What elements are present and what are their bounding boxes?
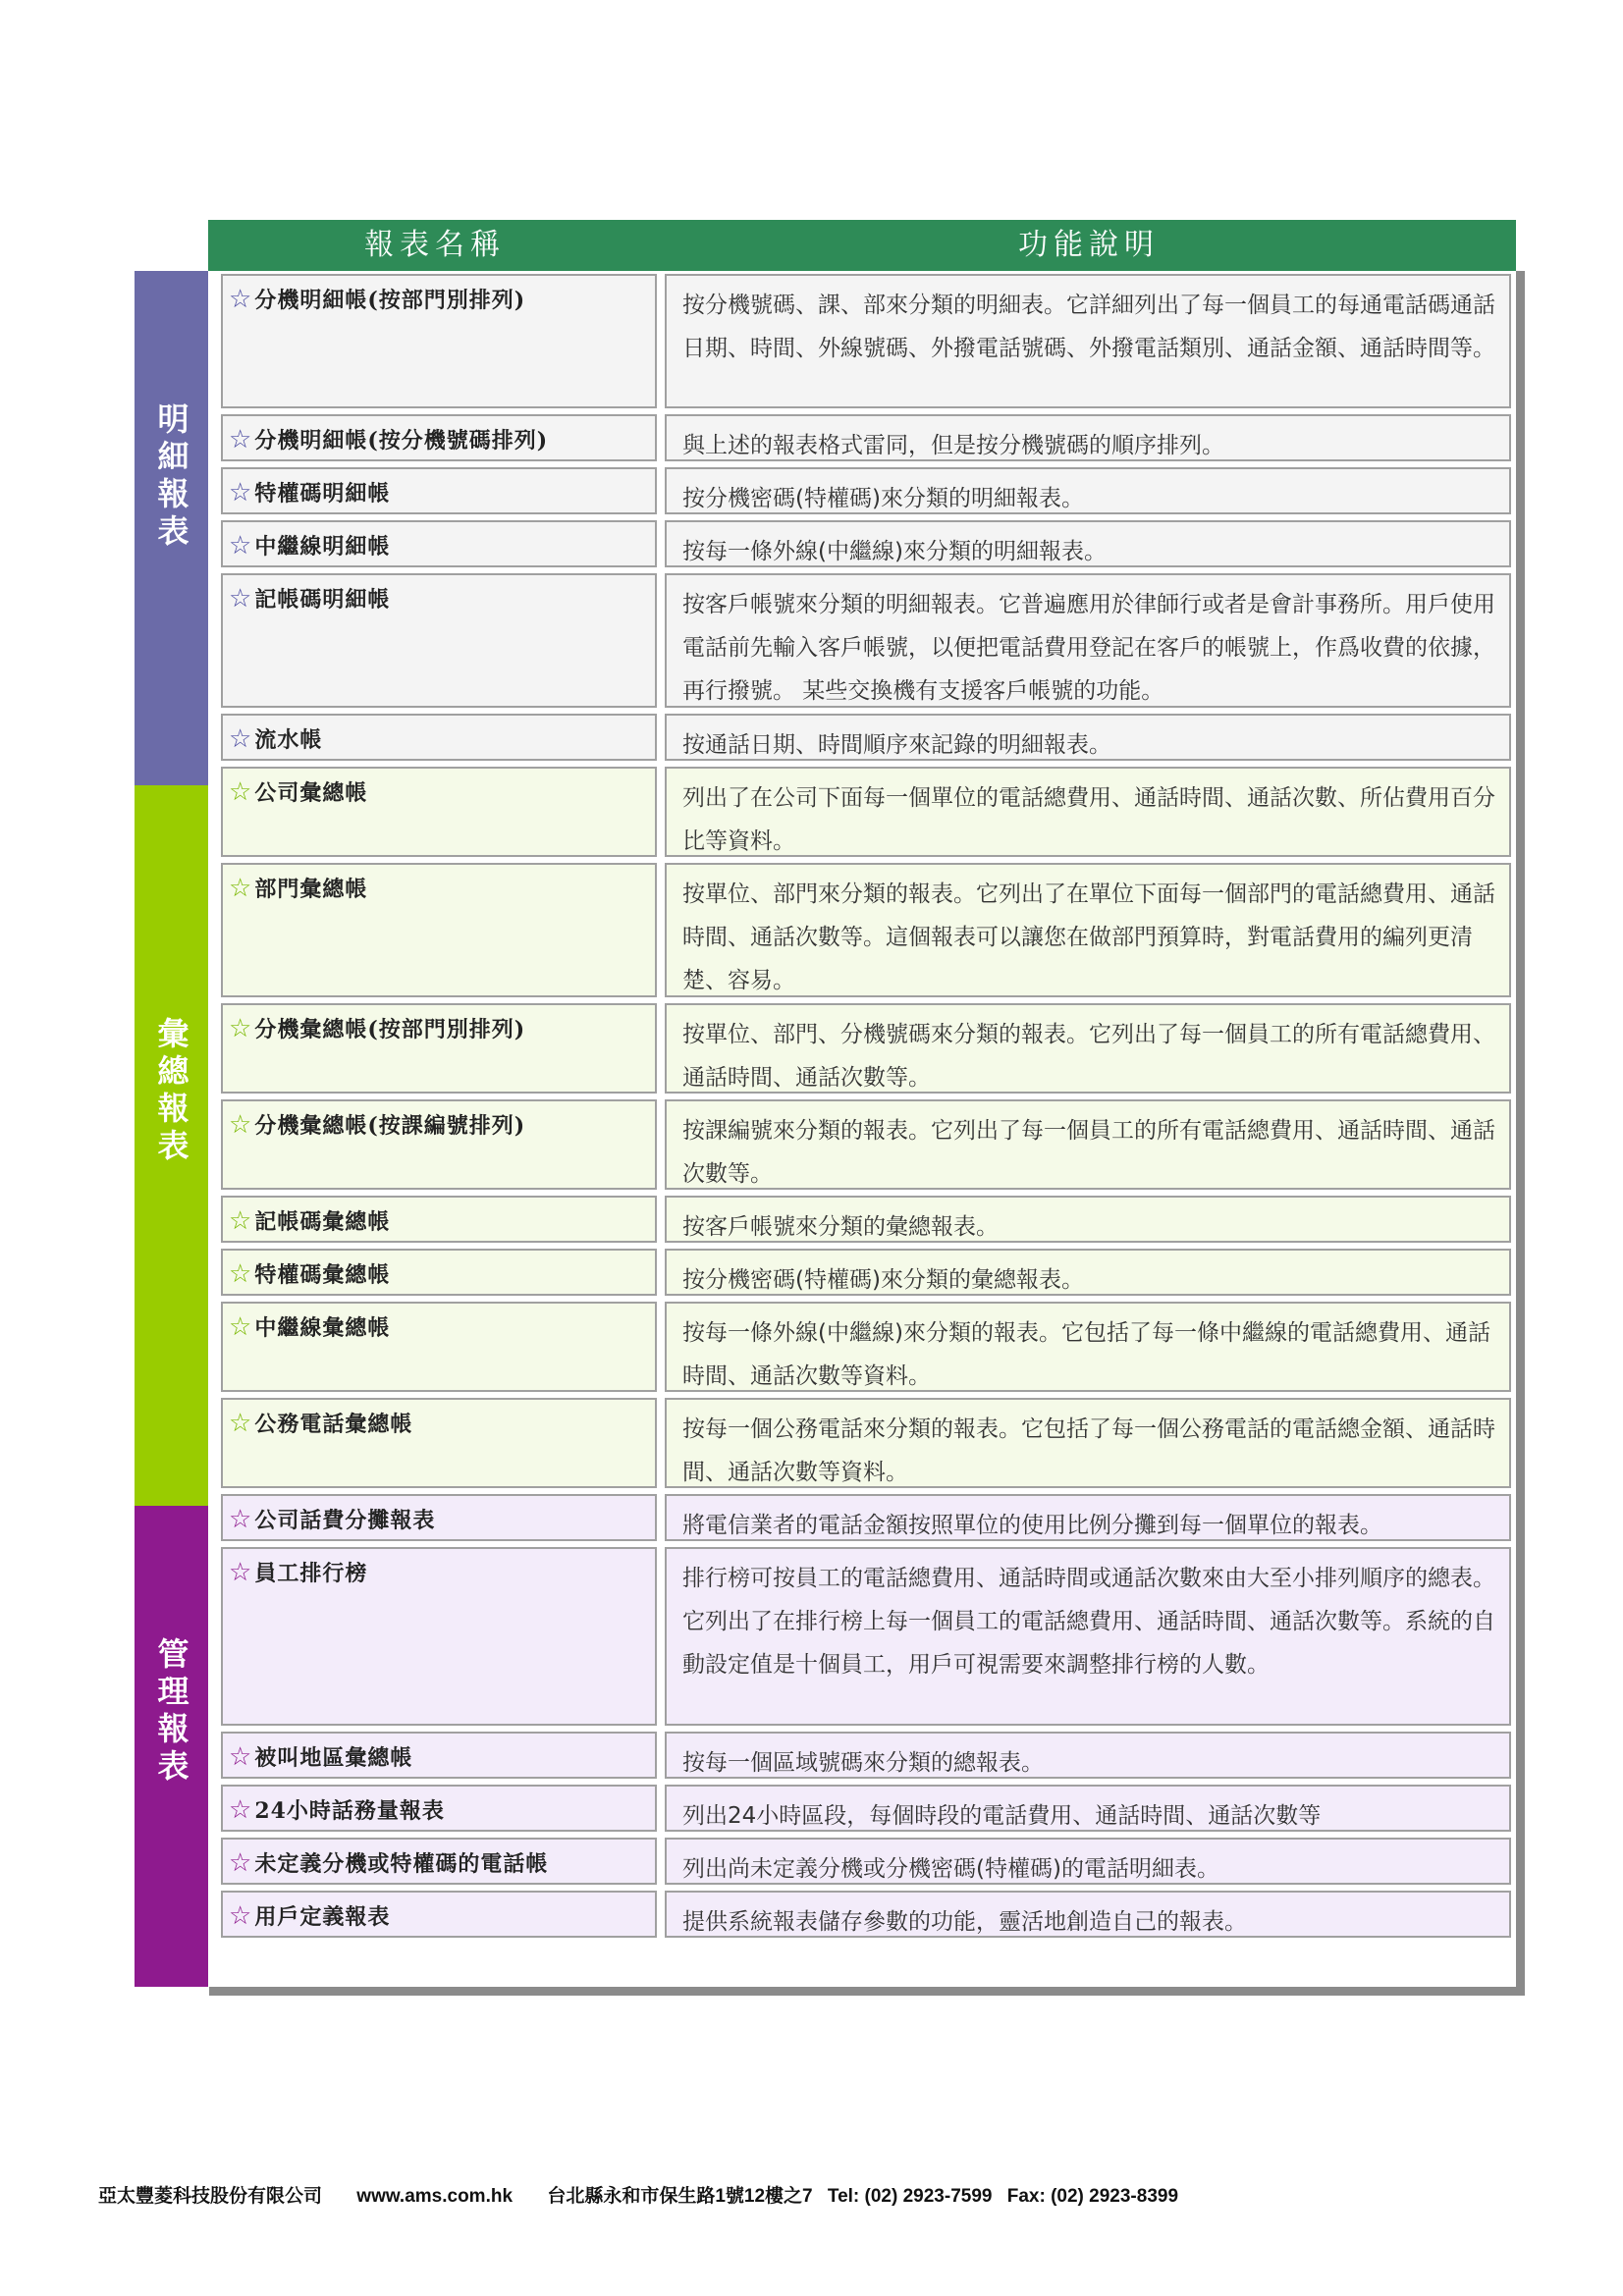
report-desc-cell <box>665 414 1511 461</box>
report-desc-cell <box>665 714 1511 761</box>
footer-website: www.ams.com.hk <box>356 2186 514 2207</box>
footer-tel: Tel: (02) 2923-7599 <box>827 2186 993 2207</box>
table-row <box>209 1096 1516 1193</box>
report-name-label: 被叫地區彙總帳 <box>254 1745 413 1771</box>
report-description: 提供系統報表儲存參數的功能，靈活地創造自己的報表。 <box>682 1909 1247 1935</box>
table-row <box>209 1782 1516 1835</box>
report-name-label: 部門彙總帳 <box>254 877 368 902</box>
report-desc-cell <box>665 1494 1511 1541</box>
report-desc-cell <box>665 1249 1511 1296</box>
report-desc-cell <box>665 1099 1511 1190</box>
report-name-cell <box>221 1003 657 1094</box>
report-desc-cell <box>665 1003 1511 1094</box>
report-name-cell <box>221 467 657 514</box>
table-row <box>209 1491 1516 1544</box>
report-name-label: 流水帳 <box>254 727 323 753</box>
report-name <box>229 1900 390 1931</box>
report-name-label: 特權碼明細帳 <box>254 481 391 507</box>
report-description: 按課編號來分類的報表。它列出了每一個員工的所有電話總費用、通話時間、通話次數等。 <box>682 1118 1495 1187</box>
report-desc-cell <box>665 1838 1511 1885</box>
report-name <box>229 424 548 454</box>
report-description: 按通話日期、時間順序來記錄的明細報表。 <box>682 732 1111 758</box>
report-desc-cell <box>665 274 1511 408</box>
report-table <box>209 271 1525 1996</box>
star-icon: ☆ <box>229 777 253 807</box>
report-name-cell <box>221 1196 657 1243</box>
star-icon: ☆ <box>229 1795 253 1825</box>
report-name <box>229 1794 445 1825</box>
group-label-detail <box>135 271 208 785</box>
table-row <box>209 271 1516 411</box>
table-row <box>209 411 1516 464</box>
group-label-summary <box>135 785 208 1506</box>
report-desc-cell <box>665 573 1511 708</box>
report-description: 按單位、部門、分機號碼來分類的報表。它列出了每一個員工的所有電話總費用、通話時間、通話次數等。 <box>682 1022 1495 1091</box>
report-name-label: 特權碼彙總帳 <box>254 1262 391 1288</box>
table-row <box>209 1193 1516 1246</box>
star-icon: ☆ <box>229 1206 253 1236</box>
table-row <box>209 711 1516 764</box>
report-desc-cell <box>665 1302 1511 1392</box>
star-icon: ☆ <box>229 1014 253 1043</box>
table-row <box>209 764 1516 860</box>
report-desc-cell <box>665 520 1511 567</box>
star-icon: ☆ <box>229 1558 253 1587</box>
page-footer <box>98 2181 1208 2208</box>
star-icon: ☆ <box>229 1110 253 1140</box>
table-row <box>209 570 1516 711</box>
report-name-cell <box>221 767 657 857</box>
report-name-label: 公司話費分攤報表 <box>254 1508 436 1533</box>
report-name-cell <box>221 863 657 997</box>
report-description: 按分機號碼、課、部來分類的明細表。它詳細列出了每一個員工的每通電話碼通話日期、時間、外線號碼、外撥電話號碼、外撥電話類別、通話金額、通話時間等。 <box>682 293 1495 361</box>
star-icon: ☆ <box>229 1505 253 1534</box>
report-name-cell <box>221 1099 657 1190</box>
table-row <box>209 464 1516 517</box>
report-name <box>229 1109 525 1140</box>
star-icon: ☆ <box>229 1742 253 1772</box>
report-description: 按分機密碼(特權碼)來分類的明細報表。 <box>682 486 1084 511</box>
report-description: 按單位、部門來分類的報表。它列出了在單位下面每一個部門的電話總費用、通話時間、通話次數等。這個報表可以讓您在做部門預算時，對電話費用的編列更清楚、容易。 <box>682 881 1495 993</box>
report-desc-cell <box>665 1547 1511 1726</box>
report-desc-cell <box>665 1732 1511 1779</box>
report-description: 按每一個公務電話來分類的報表。它包括了每一個公務電話的電話總金額、通話時間、通話次數等資料。 <box>682 1416 1495 1485</box>
report-name-cell <box>221 1891 657 1938</box>
star-icon: ☆ <box>229 1848 253 1878</box>
report-name-label: 24小時話務量報表 <box>254 1798 445 1824</box>
star-icon: ☆ <box>229 1901 253 1931</box>
header-function-desc: 功能說明 <box>1018 228 1160 262</box>
report-desc-cell <box>665 1398 1511 1488</box>
table-row <box>209 1835 1516 1888</box>
star-icon: ☆ <box>229 584 253 614</box>
report-description: 按每一個區域號碼來分類的總報表。 <box>682 1750 1044 1776</box>
report-name-label: 員工排行榜 <box>254 1561 368 1586</box>
star-icon: ☆ <box>229 1259 253 1289</box>
group-label-text: 管理報表 <box>152 1637 190 1787</box>
star-icon: ☆ <box>229 1409 253 1438</box>
star-icon: ☆ <box>229 478 253 507</box>
star-icon: ☆ <box>229 724 253 754</box>
star-icon: ☆ <box>229 1312 253 1342</box>
table-row <box>209 1888 1516 1941</box>
star-icon: ☆ <box>229 425 253 454</box>
report-name <box>229 1741 412 1772</box>
report-name-cell <box>221 520 657 567</box>
report-name-cell <box>221 714 657 761</box>
report-name <box>229 477 390 507</box>
report-name-cell <box>221 1785 657 1832</box>
report-name-label: 分機彙總帳(按部門別排列) <box>254 1017 526 1042</box>
report-description: 按客戶帳號來分類的彙總報表。 <box>682 1214 999 1240</box>
footer-fax: Fax: (02) 2923-8399 <box>1006 2186 1179 2207</box>
report-description: 將電信業者的電話金額按照單位的使用比例分攤到每一個單位的報表。 <box>682 1513 1382 1538</box>
report-name <box>229 1013 525 1043</box>
report-description: 按每一條外線(中繼線)來分類的明細報表。 <box>682 539 1107 564</box>
report-name-cell <box>221 1732 657 1779</box>
footer-address: 台北縣永和市保生路1號12樓之7 <box>547 2186 813 2207</box>
table-row <box>209 1729 1516 1782</box>
report-description: 列出24小時區段，每個時段的電話費用、通話時間、通話次數等 <box>682 1803 1322 1829</box>
report-name <box>229 873 367 903</box>
star-icon: ☆ <box>229 285 253 314</box>
report-description: 排行榜可按員工的電話總費用、通話時間或通話次數來由大至小排列順序的總表。它列出了在排行榜上每一個員工的電話總費用、通話時間、通話次數等。系統的自動設定值是十個員工，用戶可視需要來調整排行榜的人數。 <box>682 1566 1495 1678</box>
star-icon: ☆ <box>229 874 253 903</box>
report-name-label: 中繼線彙總帳 <box>254 1315 391 1341</box>
report-name-cell <box>221 414 657 461</box>
group-label-management <box>135 1506 208 1987</box>
report-name-cell <box>221 1249 657 1296</box>
header-report-name: 報表名稱 <box>364 228 506 262</box>
report-desc-cell <box>665 863 1511 997</box>
report-name <box>229 1847 548 1878</box>
report-name-cell <box>221 274 657 408</box>
report-name <box>229 1557 367 1587</box>
table-row <box>209 517 1516 570</box>
report-name-label: 記帳碼明細帳 <box>254 587 391 613</box>
report-name-cell <box>221 1494 657 1541</box>
report-name-cell <box>221 1302 657 1392</box>
report-description: 按每一條外線(中繼線)來分類的報表。它包括了每一條中繼線的電話總費用、通話時間、通話次數等資料。 <box>682 1320 1490 1389</box>
table-row <box>209 1246 1516 1299</box>
report-description: 與上述的報表格式雷同，但是按分機號碼的順序排列。 <box>682 433 1224 458</box>
report-name-label: 公務電話彙總帳 <box>254 1412 413 1437</box>
group-label-text: 明細報表 <box>152 402 190 552</box>
report-name <box>229 1408 412 1438</box>
report-description: 按分機密碼(特權碼)來分類的彙總報表。 <box>682 1267 1084 1293</box>
report-name-cell <box>221 573 657 708</box>
report-name-label: 中繼線明細帳 <box>254 534 391 560</box>
report-desc-cell <box>665 467 1511 514</box>
report-name-cell <box>221 1547 657 1726</box>
report-name <box>229 1258 390 1289</box>
report-description: 列出尚未定義分機或分機密碼(特權碼)的電話明細表。 <box>682 1856 1219 1882</box>
report-desc-cell <box>665 1785 1511 1832</box>
report-name-cell <box>221 1398 657 1488</box>
report-name <box>229 776 367 807</box>
report-name-label: 記帳碼彙總帳 <box>254 1209 391 1235</box>
report-description: 列出了在公司下面每一個單位的電話總費用、通話時間、通話次數、所佔費用百分比等資料。 <box>682 785 1495 854</box>
report-description: 按客戶帳號來分類的明細報表。它普遍應用於律師行或者是會計事務所。用戶使用電話前先輸入客戶帳號，以便把電話費用登記在客戶的帳號上，作爲收費的依據，再行撥號。 某些交換機有支援客戶帳號的功能。 <box>682 592 1495 704</box>
report-name <box>229 1205 390 1236</box>
table-row <box>209 1395 1516 1491</box>
table-row <box>209 1000 1516 1096</box>
report-name <box>229 284 525 314</box>
report-name <box>229 530 390 561</box>
report-name-label: 分機彙總帳(按課編號排列) <box>254 1113 526 1139</box>
footer-company: 亞太豐菱科技股份有限公司 <box>98 2186 323 2207</box>
table-header <box>208 220 1516 271</box>
report-desc-cell <box>665 1196 1511 1243</box>
report-name-label: 未定義分機或特權碼的電話帳 <box>254 1851 549 1877</box>
report-desc-cell <box>665 767 1511 857</box>
report-name-label: 分機明細帳(按部門別排列) <box>254 288 526 313</box>
report-name-cell <box>221 1838 657 1885</box>
table-row <box>209 1299 1516 1395</box>
report-desc-cell <box>665 1891 1511 1938</box>
table-row <box>209 860 1516 1000</box>
report-name-label: 公司彙總帳 <box>254 780 368 806</box>
report-name <box>229 723 322 754</box>
report-name <box>229 1311 390 1342</box>
report-name <box>229 583 390 614</box>
report-name-label: 用戶定義報表 <box>254 1904 391 1930</box>
star-icon: ☆ <box>229 531 253 561</box>
report-name-label: 分機明細帳(按分機號碼排列) <box>254 428 549 454</box>
table-row <box>209 1544 1516 1729</box>
report-name <box>229 1504 435 1534</box>
group-label-text: 彙總報表 <box>152 1017 190 1166</box>
